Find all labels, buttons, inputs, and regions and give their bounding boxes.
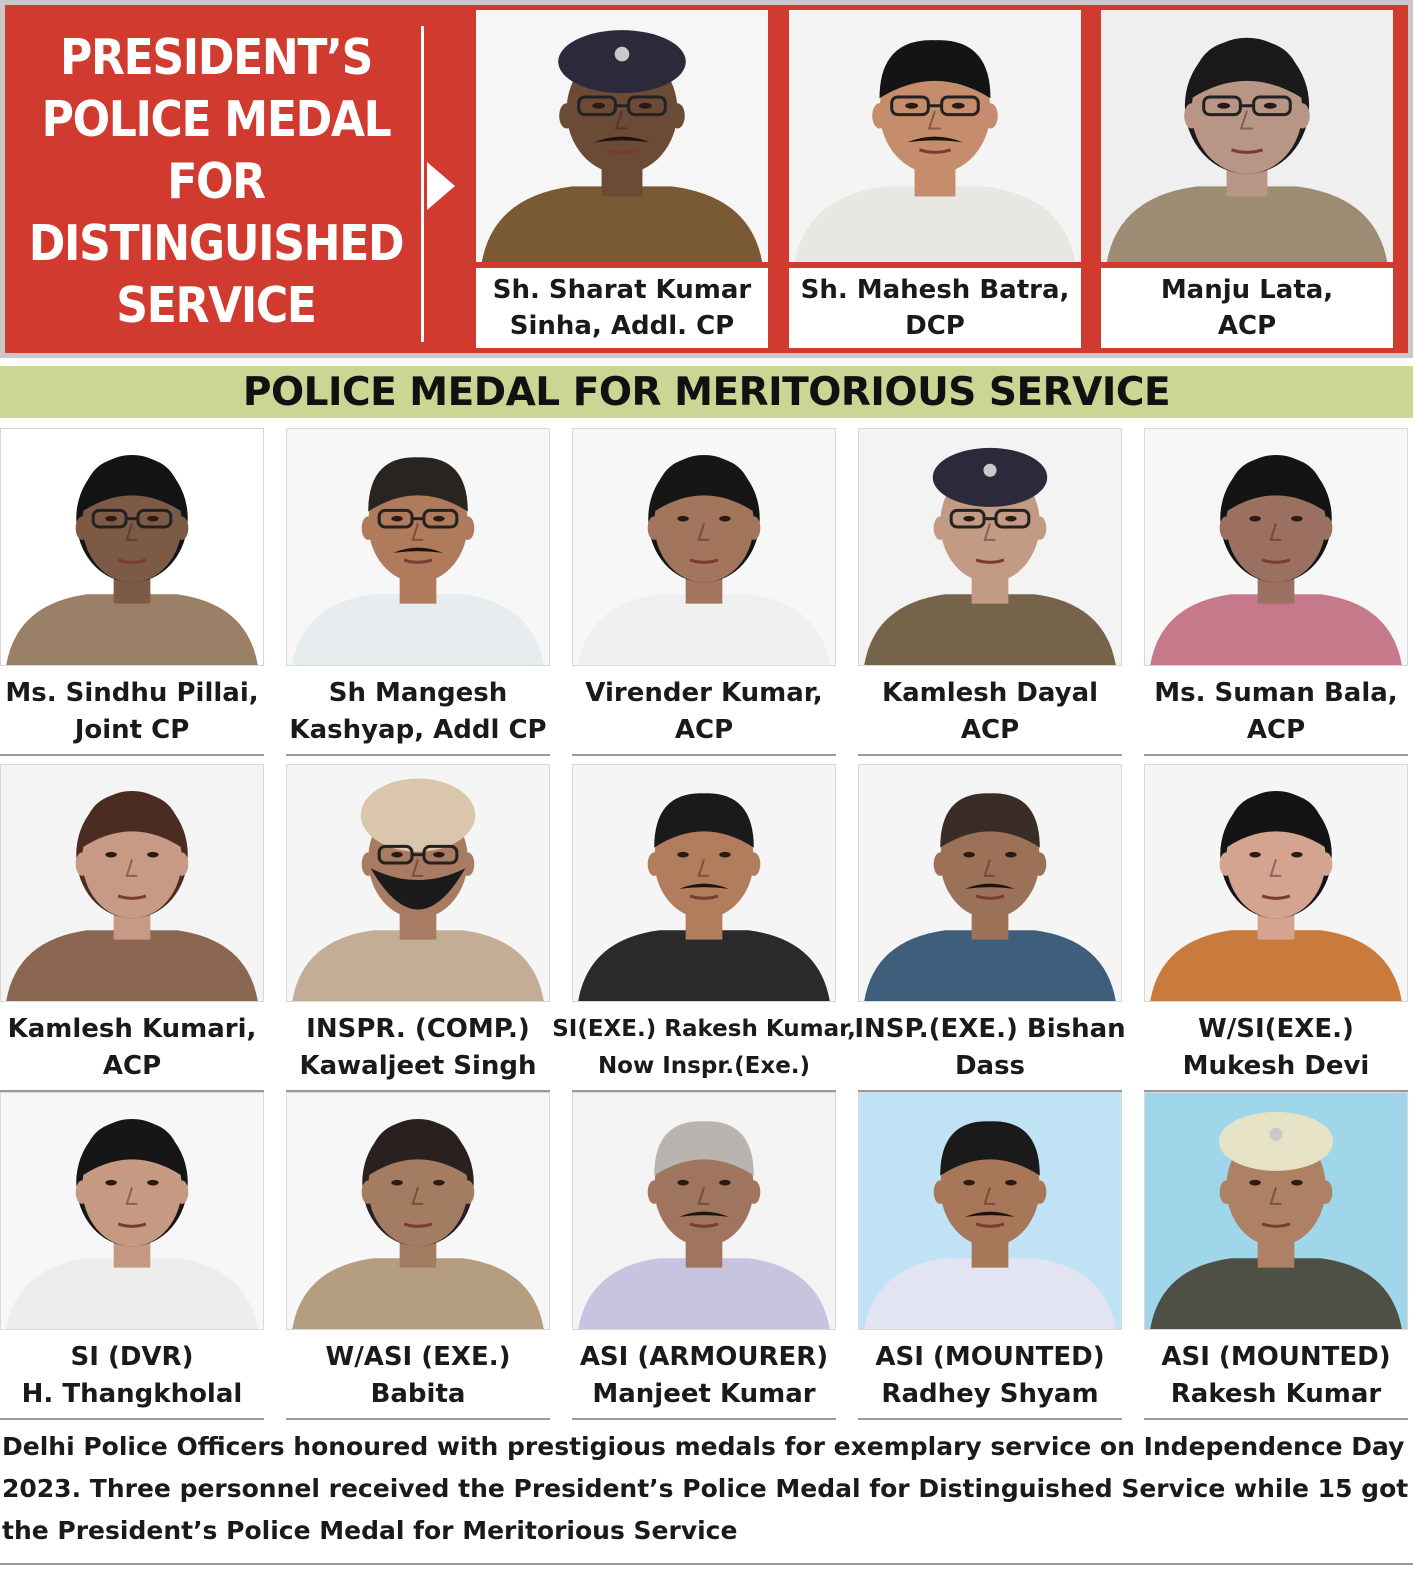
officer-name-line: ACP [102,1051,162,1081]
banner-title-line: FOR [167,153,265,210]
officer-name-line: Babita [370,1379,466,1409]
officer-name-line: DCP [905,311,965,341]
officer-photo [286,428,550,666]
officer-name-line: Joint CP [74,715,190,745]
portrait-photo [1145,1093,1407,1329]
officer-name-label [572,1336,836,1416]
officer-photo [1144,764,1408,1002]
officer-name-line: INSPR. (COMP.) [306,1014,530,1044]
officer-name-line: Rakesh Kumar [1170,1379,1382,1409]
officer-name-line: Sh. Mahesh Batra, [800,275,1070,305]
officer-photo [858,428,1122,666]
portrait-photo [859,429,1121,665]
banner-title [29,22,403,342]
officer-name-line: Sh. Sharat Kumar [492,275,752,305]
officer-photo [286,764,550,1002]
officer-photo [789,10,1081,262]
banner-title-line: PRESIDENT’S [60,29,372,86]
officer-name-line: Kawaljeet Singh [299,1051,537,1081]
officer-name-label [552,1008,856,1088]
officer-name-label [1144,672,1408,752]
officer-name-label [286,672,550,752]
officer-photo [0,1092,264,1330]
officer-photo [858,1092,1122,1330]
card-divider [572,754,836,756]
officer-name-line: Sinha, Addl. CP [509,311,735,341]
card-divider [286,1418,550,1420]
portrait-photo [287,765,549,1001]
officer-name-line: INSP.(EXE.) Bishan [854,1014,1126,1044]
card-divider [858,1418,1122,1420]
banner-divider [421,26,424,342]
officer-name-label [1144,1336,1408,1416]
officer-photo [0,428,264,666]
officer-name-line: Ms. Suman Bala, [1154,678,1398,708]
distinguished-officer-card [476,10,768,348]
officer-name-line: Now Inspr.(Exe.) [597,1053,811,1079]
distinguished-officer-card [789,10,1081,348]
officer-name-label [1101,268,1393,348]
portrait-photo [859,1093,1121,1329]
officer-name-label [789,268,1081,348]
bottom-divider [0,1563,1413,1565]
officer-name-label [572,672,836,752]
officer-name-line: Kamlesh Kumari, [7,1014,257,1044]
officer-name-line: Radhey Shyam [881,1379,1099,1409]
officer-photo [286,1092,550,1330]
officer-name-line: Manju Lata, [1160,275,1334,305]
officer-name-line: Sh Mangesh [328,678,508,708]
officer-photo [1144,428,1408,666]
card-divider [572,1418,836,1420]
officer-name-label [858,672,1122,752]
card-divider [0,1418,264,1420]
card-divider [1144,754,1408,756]
officer-photo [1101,10,1393,262]
officer-name-label [854,1008,1126,1088]
portrait-photo [573,765,835,1001]
portrait-photo [1145,429,1407,665]
officer-name-line: ASI (MOUNTED) [875,1342,1105,1372]
portrait-photo [573,429,835,665]
officer-name-line: SI (DVR) [70,1342,194,1372]
card-divider [1144,1418,1408,1420]
portrait-photo [1145,765,1407,1001]
officer-name-line: Ms. Sindhu Pillai, [5,678,259,708]
officer-name-line: ACP [960,715,1020,745]
officer-photo [572,764,836,1002]
photo-caption: Delhi Police Officers honoured with prestigious medals for exemplary service on Independence Day 2023. Three personnel received the President’s Police Medal for Distinguished Service while 15 got the President’s Police Medal for Meritorious Service [2,1432,1409,1545]
officer-name-line: W/ASI (EXE.) [325,1342,511,1372]
banner-title-line: POLICE MEDAL [41,91,391,148]
card-divider [858,754,1122,756]
officer-name-label [0,1008,264,1088]
officer-name-line: Kashyap, Addl CP [289,715,547,745]
officer-name-label [858,1336,1122,1416]
officer-photo [572,428,836,666]
portrait-photo [476,10,768,262]
portrait-photo [287,1093,549,1329]
portrait-photo [287,429,549,665]
portrait-photo [1,765,263,1001]
portrait-photo [1101,10,1393,262]
banner-title-line: DISTINGUISHED [28,215,404,272]
officer-name-line: ASI (MOUNTED) [1161,1342,1391,1372]
arrow-right-icon [427,162,455,210]
officer-photo [476,10,768,262]
portrait-photo [1,1093,263,1329]
officer-name-line: W/SI(EXE.) [1198,1014,1354,1044]
officer-name-line: H. Thangkholal [21,1379,243,1409]
card-divider [286,754,550,756]
officer-name-line: Dass [954,1051,1026,1081]
officer-name-line: SI(EXE.) Rakesh Kumar, [552,1016,856,1042]
officer-name-line: Manjeet Kumar [592,1379,816,1409]
officer-name-label [1144,1008,1408,1088]
banner-title-line: SERVICE [116,277,316,334]
officer-name-label [286,1336,550,1416]
officer-name-label [476,268,768,348]
officer-name-line: ASI (ARMOURER) [579,1342,829,1372]
officer-photo [572,1092,836,1330]
officer-name-line: Mukesh Devi [1182,1051,1370,1081]
officer-name-line: Virender Kumar, [585,678,823,708]
officer-name-label [0,672,264,752]
officer-name-label [0,1336,264,1416]
officer-photo [858,764,1122,1002]
card-divider [0,754,264,756]
portrait-photo [573,1093,835,1329]
officer-photo [0,764,264,1002]
portrait-photo [789,10,1081,262]
officer-photo [1144,1092,1408,1330]
meritorious-section-title: POLICE MEDAL FOR MERITORIOUS SERVICE [0,366,1413,418]
officer-name-line: Kamlesh Dayal [881,678,1099,708]
distinguished-officer-card [1101,10,1393,348]
portrait-photo [1,429,263,665]
officer-name-line: ACP [1246,715,1306,745]
officer-name-line: ACP [1217,311,1277,341]
officer-name-label [286,1008,550,1088]
officer-name-line: ACP [674,715,734,745]
portrait-photo [859,765,1121,1001]
